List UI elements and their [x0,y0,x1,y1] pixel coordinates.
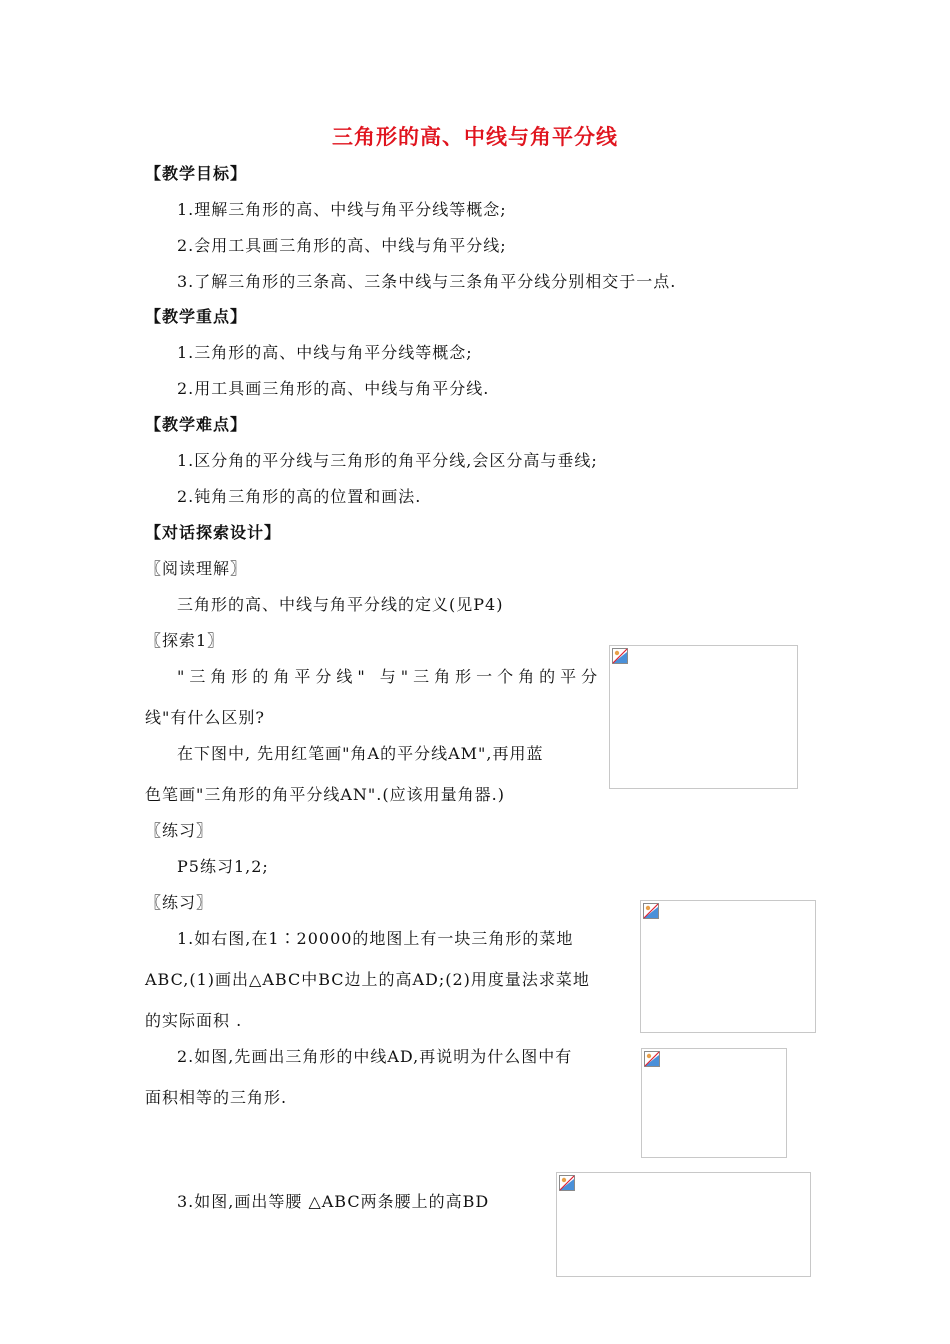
figure-placeholder-1 [609,645,798,789]
practice2-header: 〖练习〗 [145,893,214,912]
figure-placeholder-2 [640,900,816,1033]
difficult-header: 【教学难点】 [145,415,248,434]
key-item-1: 1.三角形的高、中线与角平分线等概念; [177,343,473,362]
figure-placeholder-3 [641,1048,787,1158]
goal-item-2: 2.会用工具画三角形的高、中线与角平分线; [177,236,507,255]
practice2-line-3: 的实际面积 . [145,1011,243,1030]
practice2-line-2: ABC,(1)画出△ABC中BC边上的高AD;(2)用度量法求菜地 [145,970,590,989]
practice1-text: P5练习1,2; [177,857,269,876]
practice1-header: 〖练习〗 [145,821,214,840]
broken-image-icon [644,1051,660,1067]
practice2-line-5: 面积相等的三角形. [145,1088,288,1107]
goal-item-1: 1.理解三角形的高、中线与角平分线等概念; [177,200,507,219]
goals-header: 【教学目标】 [145,164,248,183]
goal-item-3: 3.了解三角形的三条高、三条中线与三条角平分线分别相交于一点. [177,272,677,291]
figure-placeholder-4 [556,1172,811,1277]
page-title: 三角形的高、中线与角平分线 [332,125,618,149]
explore-line-3: 在下图中, 先用红笔画"角A的平分线AM",再用蓝 [177,744,544,763]
explore-line-1: "三角形的角平分线" 与"三角形一个角的平分 [177,667,603,686]
difficult-item-2: 2.钝角三角形的高的位置和画法. [177,487,422,506]
broken-image-icon [643,903,659,919]
practice2-line-4: 2.如图,先画出三角形的中线AD,再说明为什么图中有 [177,1047,573,1066]
difficult-item-1: 1.区分角的平分线与三角形的角平分线,会区分高与垂线; [177,451,598,470]
explore-line-2: 线"有什么区别? [145,708,265,727]
broken-image-icon [612,648,628,664]
reading-header: 〖阅读理解〗 [145,559,248,578]
explore-header: 〖探索1〗 [145,631,225,650]
practice2-line-1: 1.如右图,在1∶20000的地图上有一块三角形的菜地 [177,929,574,948]
design-header: 【对话探索设计】 [145,523,282,542]
broken-image-icon [559,1175,575,1191]
practice2-line-6: 3.如图,画出等腰 △ABC两条腰上的高BD [177,1192,490,1211]
key-header: 【教学重点】 [145,307,248,326]
key-item-2: 2.用工具画三角形的高、中线与角平分线. [177,379,490,398]
explore-line-4: 色笔画"三角形的角平分线AN".(应该用量角器.) [145,785,505,804]
reading-text: 三角形的高、中线与角平分线的定义(见P4) [177,595,504,614]
